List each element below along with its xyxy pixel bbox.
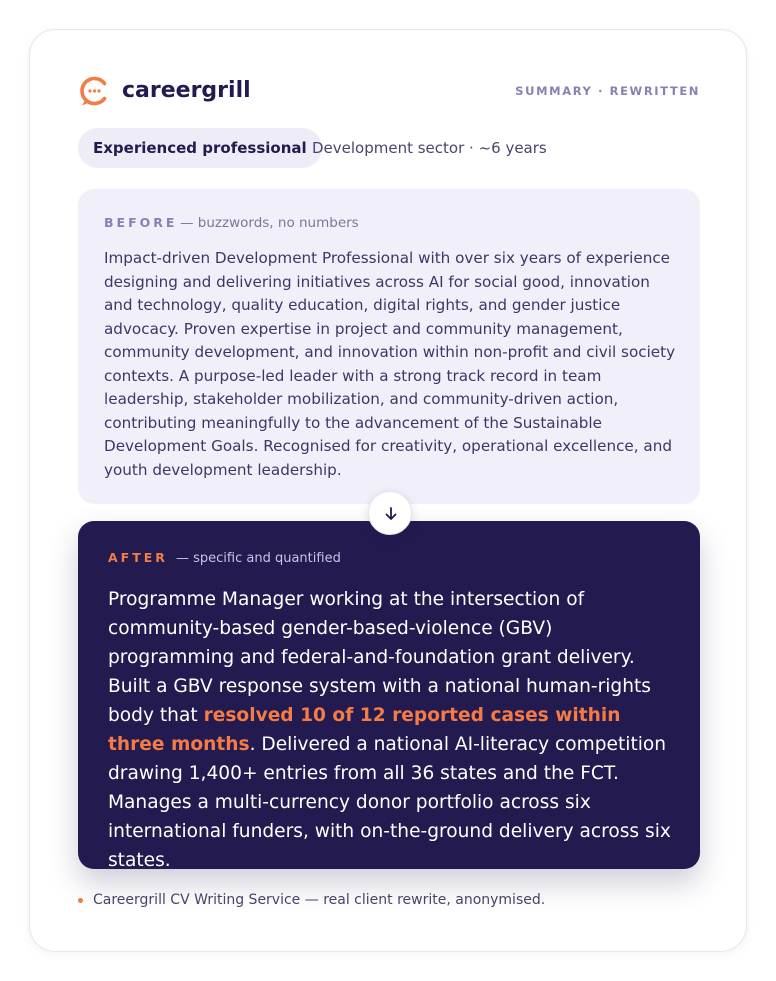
before-note: — buzzwords, no numbers [180, 215, 359, 231]
after-label: AFTER [108, 550, 168, 565]
transition-badge [368, 491, 412, 535]
speech-bubble-c-icon [78, 75, 110, 107]
before-panel [78, 189, 700, 504]
profile-chip: Experienced professional [78, 128, 322, 168]
summary-card [29, 29, 747, 952]
after-text-part-1: Programme Manager working at the intersection of community-based gender-based-violence (GBV) programming and federal-and-foundation grant delivery. Built a GBV response system with a national human-rights body that [108, 589, 651, 726]
brand-name: careergrill [122, 78, 251, 103]
before-summary-text: Impact-driven Development Professional with over six years of experience designing and delivering initiatives across AI for social good, innovation and technology, quality education, digital rights, and gender justice advocacy. Proven expertise in project and community management, community development, and innovation within non-profit and civil society contexts. A purpose-led leader with a strong track record in team leadership, stakeholder mobilization, and community-driven action, contributing meaningfully to the advancement of the Sustainable Development Goals. Recognised for creativity, operational excellence, and youth development leadership. [104, 249, 676, 479]
after-note: — specific and quantified [176, 551, 341, 566]
card-header [78, 75, 700, 109]
after-summary-text [108, 585, 674, 875]
after-panel [78, 521, 700, 869]
page-tagline: SUMMARY · REWRITTEN [515, 84, 700, 98]
footer-text: Careergrill CV Writing Service — real client rewrite, anonymised. [93, 892, 546, 908]
bullet-dot-icon [78, 898, 83, 903]
after-highlight: resolved 10 of 12 reported cases within three months [108, 705, 621, 755]
profile-meta: Development sector · ~6 years [312, 139, 547, 157]
after-text-part-2: . Delivered a national AI-literacy competition drawing 1,400+ entries from all 36 states and the FCT. Manages a multi-currency donor portfolio across six international funders, with on-the-ground delivery across six states. [108, 734, 671, 871]
profile-row [78, 128, 700, 168]
before-label: BEFORE [104, 215, 178, 230]
arrow-down-icon [383, 506, 399, 522]
